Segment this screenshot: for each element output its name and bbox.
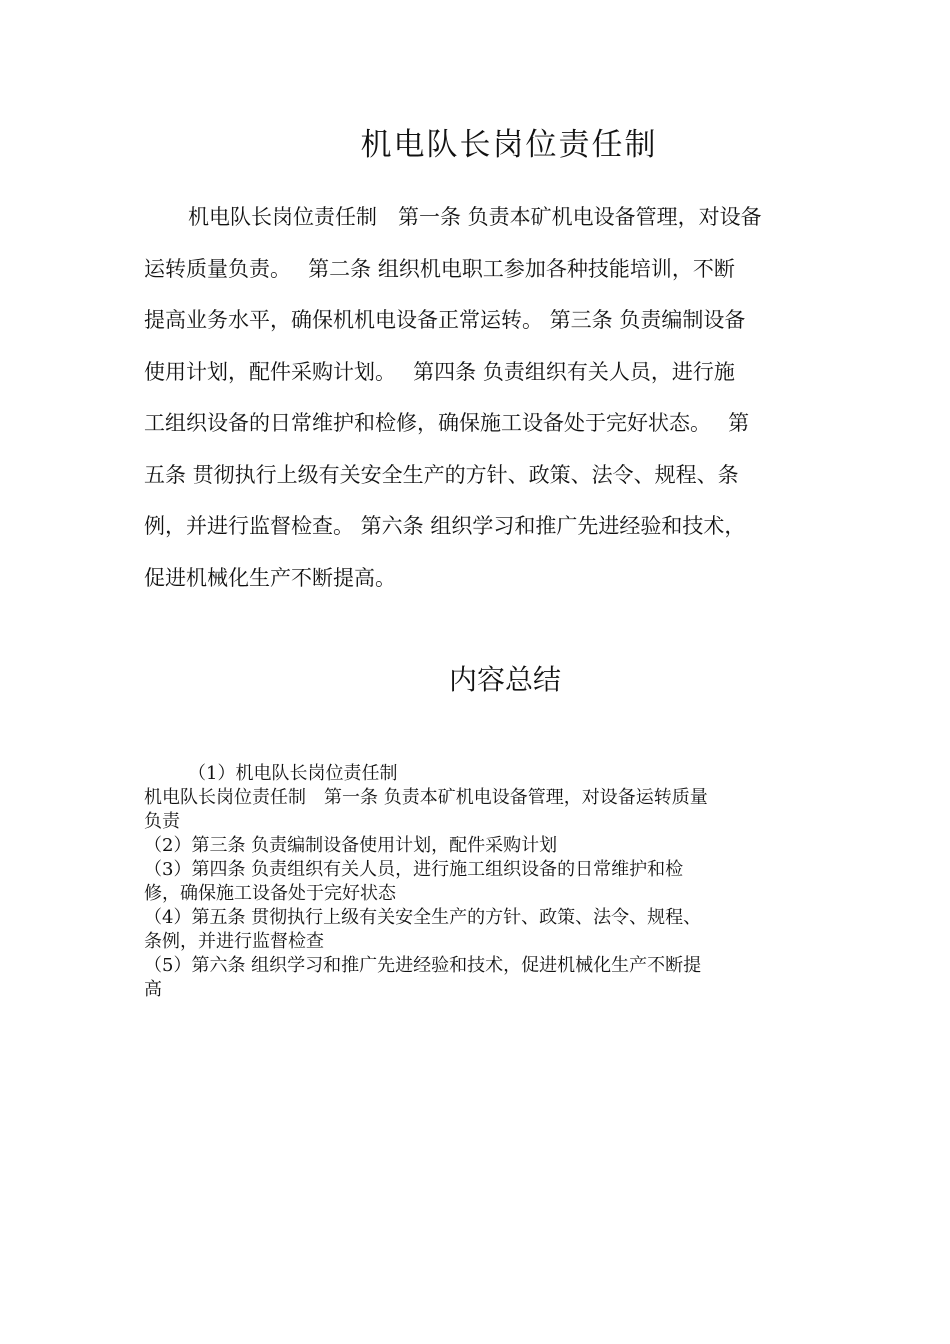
summary-line: 高 — [144, 979, 162, 1000]
body-line: 促进机械化生产不断提高。 — [144, 565, 396, 590]
body-line: 例，并进行监督检查。 第六条 组织学习和推广先进经验和技术， — [144, 514, 746, 538]
body-line: 机电队长岗位责任制 第一条 负责本矿机电设备管理，对设备 — [188, 205, 762, 229]
body-line: 提高业务水平，确保机机电设备正常运转。 第三条 负责编制设备 — [144, 308, 746, 332]
summary-line: 修，确保施工设备处于完好状态 — [144, 883, 396, 904]
body-line: 运转质量负责。 第二条 组织机电职工参加各种技能培训，不断 — [144, 256, 735, 281]
summary-line: （1）机电队长岗位责任制 — [188, 763, 398, 784]
summary-line: （5）第六条 组织学习和推广先进经验和技术，促进机械化生产不断提 — [144, 955, 702, 976]
body-line: 使用计划，配件采购计划。 第四条 负责组织有关人员，进行施 — [144, 359, 735, 384]
body-paragraph — [144, 192, 804, 604]
summary-line: 负责 — [144, 811, 180, 832]
document-title: 机电队长岗位责任制 — [360, 127, 658, 163]
summary-line: （2）第三条 负责编制设备使用计划，配件采购计划 — [144, 835, 558, 856]
summary-line: 机电队长岗位责任制 第一条 负责本矿机电设备管理，对设备运转质量 — [144, 787, 708, 808]
body-line: 五条 贯彻执行上级有关安全生产的方针、政策、法令、规程、条 — [144, 462, 739, 487]
summary-line: 条例，并进行监督检查 — [144, 931, 324, 952]
summary-title: 内容总结 — [448, 663, 561, 696]
summary-line: （3）第四条 负责组织有关人员，进行施工组织设备的日常维护和检 — [144, 859, 684, 880]
body-line: 工组织设备的日常维护和检修，确保施工设备处于完好状态。 第 — [144, 411, 750, 435]
summary-list — [144, 762, 804, 1002]
summary-line: （4）第五条 贯彻执行上级有关安全生产的方针、政策、法令、规程、 — [144, 907, 702, 928]
